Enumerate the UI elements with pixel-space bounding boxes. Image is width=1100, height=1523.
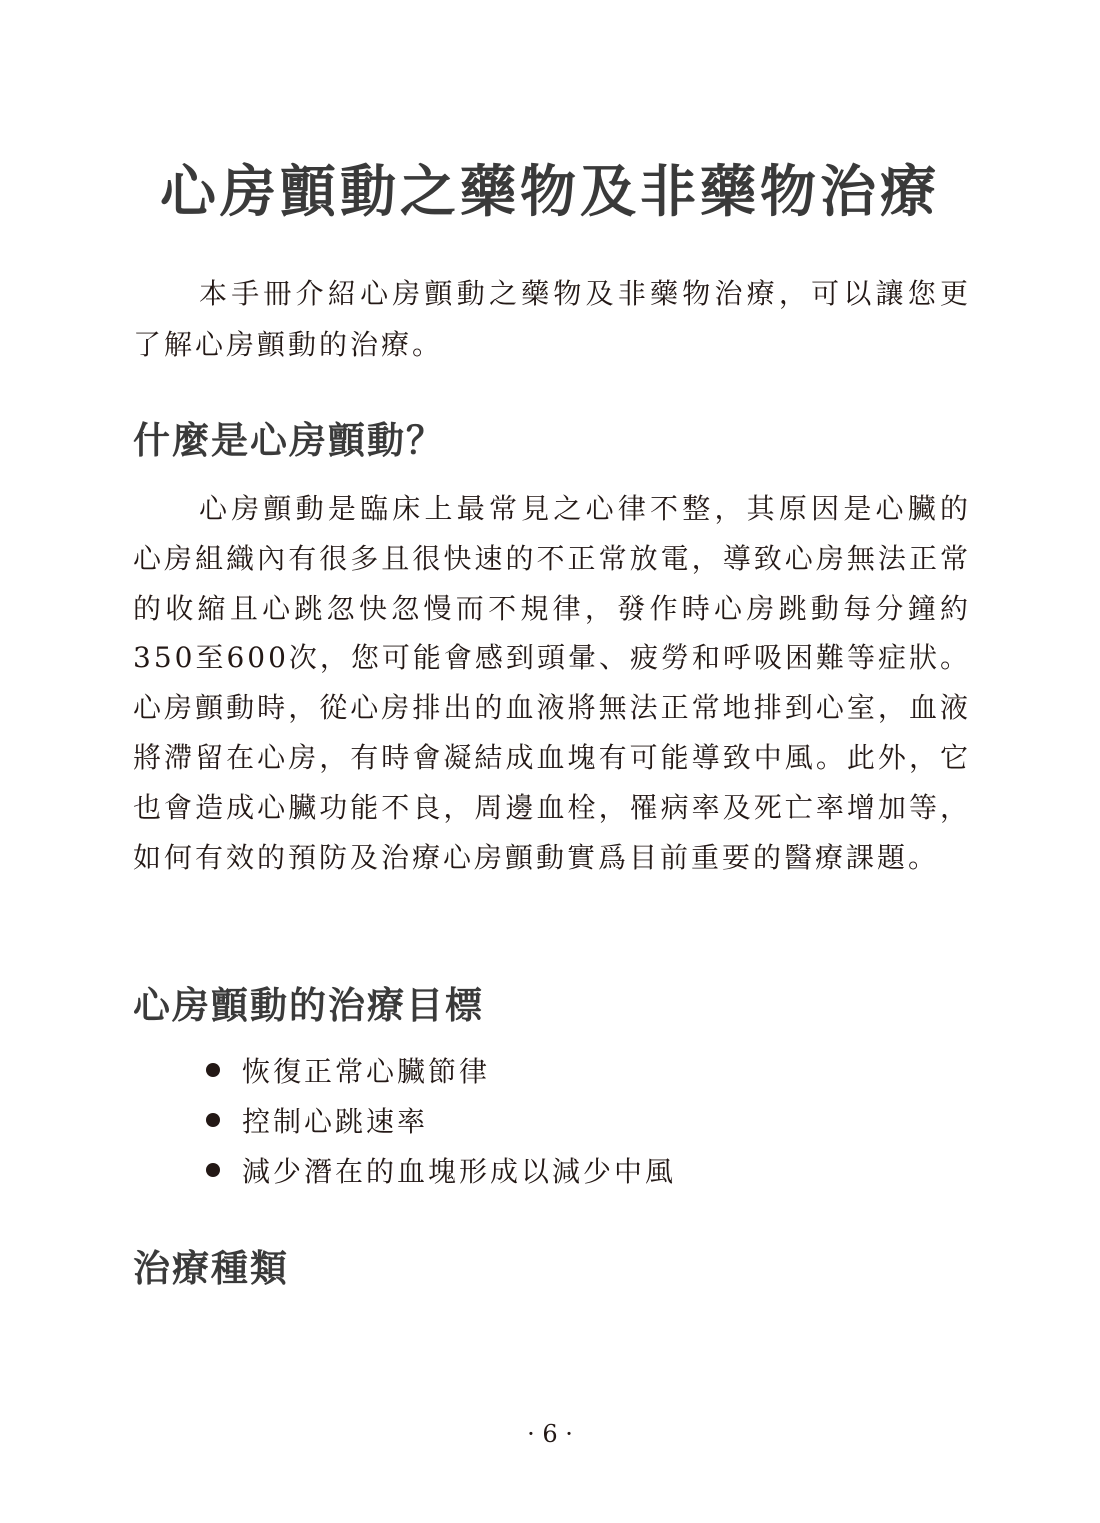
section-heading-treatment-types: 治療種類 (133, 1246, 289, 1290)
section-heading-what-is-af: 什麼是心房顫動？ (133, 418, 445, 462)
bullet-icon (206, 1163, 220, 1177)
page-title: 心房顫動之藥物及非藥物治療 (160, 159, 940, 225)
list-item (206, 1045, 676, 1095)
what-is-af-paragraph: 心房顫動是臨床上最常見之心律不整，其原因是心臟的心房組織內有很多且很快速的不正常放電，導致心房無法正常的收縮且心跳忽快忽慢而不規律，發作時心房跳動每分鐘約350至600次，您可能會感到頭暈、疲勞和呼吸困難等症狀。心房顫動時，從心房排出的血液將無法正常地排到心室，血液將滯留在心房，有時會凝結成血塊有可能導致中風。此外，它也會造成心臟功能不良，周邊血栓，罹病率及死亡率增加等，如何有效的預防及治療心房顫動實爲目前重要的醫療課題。 (133, 492, 971, 874)
page-number: · 6 · (527, 1420, 573, 1448)
bullet-icon (206, 1113, 220, 1127)
intro-paragraph: 本手冊介紹心房顫動之藥物及非藥物治療，可以讓您更了解心房顫動的治療。 (133, 277, 971, 361)
list-item (206, 1145, 676, 1195)
list-item-text: 控制心跳速率 (242, 1105, 429, 1138)
treatment-goals-list (206, 1045, 676, 1195)
list-item (206, 1095, 676, 1145)
section-heading-treatment-goals: 心房顫動的治療目標 (133, 983, 484, 1027)
bullet-icon (206, 1063, 220, 1077)
list-item-text: 減少潛在的血塊形成以減少中風 (242, 1155, 677, 1188)
list-item-text: 恢復正常心臟節律 (242, 1055, 491, 1088)
